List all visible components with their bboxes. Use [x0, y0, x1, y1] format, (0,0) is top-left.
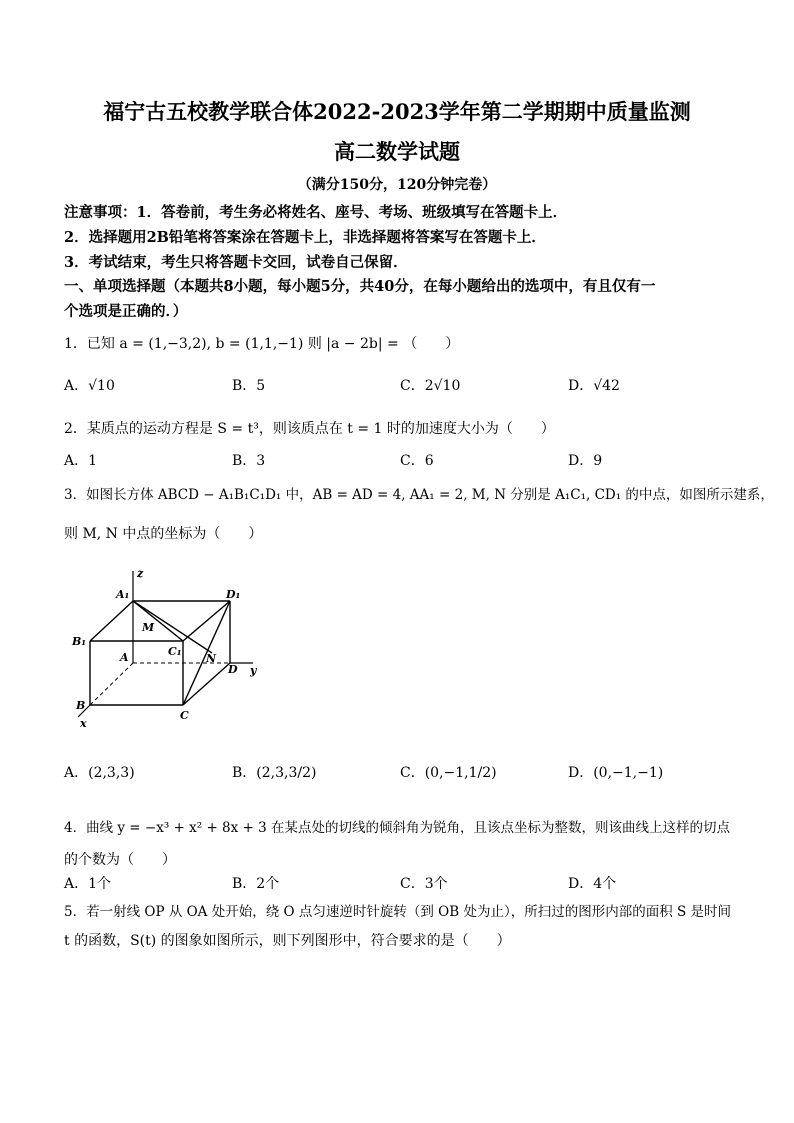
q2-option-a: A．1	[64, 453, 98, 469]
vertex-label-b: B	[76, 699, 86, 712]
vertex-label-c: C	[180, 709, 189, 722]
q3-option-c: C．(0,−1,1/2)	[400, 765, 497, 781]
q2-stem: 2．某质点的运动方程是 S = t³，则该质点在 t = 1 时的加速度大小为（ ）	[64, 421, 555, 437]
axis-label-x: x	[80, 717, 87, 730]
exam-title: 福宁古五校教学联合体2022-2023学年第二学期期中质量监测	[103, 99, 691, 124]
axis-label-z: z	[137, 567, 144, 580]
vertex-label-a1: A₁	[116, 588, 130, 601]
q4-option-c: C．3个	[400, 876, 448, 892]
q5-stem-line1: 5．若一射线 OP 从 OA 处开始，绕 O 点匀速逆时针旋转（到 OB 处为止），所扫过的图形内部的面积 S 是时间	[64, 904, 732, 920]
vertex-label-b1: B₁	[72, 635, 87, 648]
q5-stem-line2: t 的函数，S(t) 的图象如图所示，则下列图形中，符合要求的是（ ）	[64, 933, 511, 949]
section-heading-line2: 个选项是正确的．）	[64, 303, 188, 320]
q4-option-b: B．2个	[232, 876, 280, 892]
note-1: 注意事项：1．答卷前，考生务必将姓名、座号、考场、班级填写在答题卡上．	[64, 204, 568, 221]
q3-option-d: D．(0,−1,−1)	[568, 765, 664, 781]
vertex-label-c1: C₁	[168, 645, 182, 658]
vertex-label-d1: D₁	[226, 588, 241, 601]
axis-label-y: y	[250, 664, 257, 677]
cuboid-figure	[70, 565, 270, 730]
q3-option-b: B．(2,3,3/2)	[232, 765, 317, 781]
q4-option-a: A．1个	[64, 876, 112, 892]
note-3: 3．考试结束，考生只将答题卡交回，试卷自己保留．	[64, 254, 408, 271]
q1-option-d: D．√42	[568, 378, 620, 394]
q4-stem-line1: 4．曲线 y = −x³ + x² + 8x + 3 在某点处的切线的倾斜角为锐角，且该点坐标为整数，则该曲线上这样的切点	[64, 820, 731, 836]
q4-option-d: D．4个	[568, 876, 617, 892]
q4-stem-line2: 的个数为（ ）	[64, 852, 176, 868]
vertex-label-d: D	[228, 663, 238, 676]
vertex-label-a: A	[120, 651, 129, 664]
q1-stem: 1．已知 a = (1,−3,2), b = (1,1,−1) 则 |a − 2b| = （ ）	[64, 336, 460, 352]
q2-option-d: D．9	[568, 453, 603, 469]
q1-option-c: C．2√10	[400, 378, 461, 394]
q3-stem-line1: 3．如图长方体 ABCD − A₁B₁C₁D₁ 中，AB = AD = 4, AA₁ = 2, M, N 分别是 A₁C₁, CD₁ 的中点，如图所示建系，	[64, 487, 774, 503]
q3-option-a: A．(2,3,3)	[64, 765, 135, 781]
q3-stem-line2: 则 M, N 中点的坐标为（ ）	[64, 526, 263, 542]
q1-option-b: B．5	[232, 378, 266, 394]
point-label-m: M	[142, 621, 155, 634]
exam-subtitle: 高二数学试题	[334, 139, 460, 164]
section-heading-line1: 一、单项选择题（本题共8小题，每小题5分，共40分，在每小题给出的选项中，有且仅有一	[64, 278, 656, 295]
q1-option-a: A．√10	[64, 378, 115, 394]
note-2: 2．选择题用2B铅笔将答案涂在答题卡上，非选择题将答案写在答题卡上．	[64, 229, 546, 246]
score-time: （满分150分，120分钟完卷）	[297, 177, 497, 193]
point-label-n: N	[206, 652, 217, 665]
q2-option-b: B．3	[232, 453, 266, 469]
q2-option-c: C．6	[400, 453, 434, 469]
